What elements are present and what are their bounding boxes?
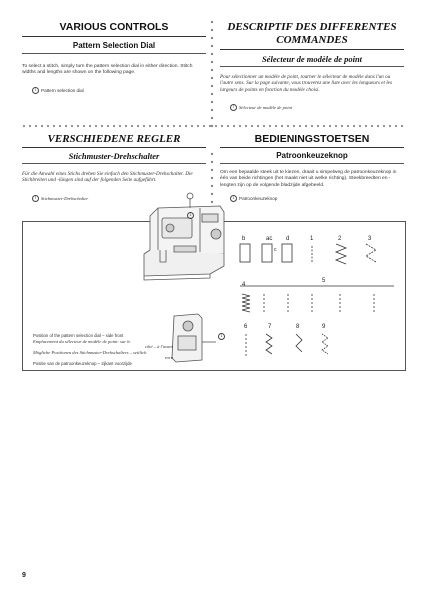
stitch-chart [236,234,404,360]
de-note [32,195,88,202]
fr-subtitle-rule [220,66,404,67]
separator-dot [233,125,235,127]
separator-dot [65,125,67,127]
stitch-label-ac: ac [266,236,273,242]
separator-dot [293,125,295,127]
row-dotted-separator [22,123,406,129]
separator-dot [257,125,259,127]
separator-dot [173,125,175,127]
separator-dot [29,125,31,127]
separator-dot [389,125,391,127]
separator-dot [287,125,289,127]
separator-dot [335,125,337,127]
machine-side-view-illustration [168,312,218,364]
de-subtitle: Stichmuster-Drehschalter [68,151,160,161]
fr-body: Pour sélectionner un modèle de point, tourner le sélecteur de modèle dans l'un ou l'autre sens. Sur la page suivante, vous trouverez une liste avec les longueurs et les largeurs de points en fonction du modèle choisi. [220,74,392,93]
stitch-label-c: c [274,247,277,253]
en-note-text: Pattern selection dial [41,88,84,93]
separator-dot [185,125,187,127]
separator-dot [311,125,313,127]
stitch-ac-icon [262,244,272,262]
separator-dot [263,125,265,127]
nl-body: Om een bepaalde steek uit te kiezen, draait u simpelweg de patroonkeuzeknop in één van beide richtingen (het maakt niet uit welke richting). Steekbreedten en -lengten zijn op de volgende bladzijde afgebeeld. [220,170,397,188]
separator-dot [155,125,157,127]
separator-dot [245,125,247,127]
separator-dot [371,125,373,127]
de-title-rule [22,147,206,148]
page-number: 9 [22,572,26,579]
separator-dot [197,125,199,127]
stitch-3-icon [366,244,376,262]
nl-subtitle-rule [220,163,404,164]
separator-dot [95,125,97,127]
en-title: VARIOUS CONTROLS [59,21,169,33]
callout-number-icon: 1 [230,104,237,111]
stitch-label-d: d [286,236,290,242]
stitch-8-icon [296,334,302,352]
fr-note [230,104,292,111]
separator-dot [383,125,385,127]
separator-dot [143,125,145,127]
separator-dot [305,125,307,127]
de-body: Für die Anwahl eines Stichs drehen Sie einfach den Stichmuster-Drehschalter. Die Stichbreiten und -längen sind auf der folgenden Seite aufgeführt. [22,171,193,184]
stitch-b-icon [240,244,250,262]
fr-note-text: Sélecteur de modèle de point [239,105,293,110]
callout-number-icon: 1 [32,195,39,202]
separator-dot [203,125,205,127]
callout-number-icon: 1 [187,212,194,219]
separator-dot [137,125,139,127]
separator-dot [119,125,121,127]
stitch-4-icon [242,294,250,312]
en-subtitle-rule [22,53,206,54]
separator-dot [323,125,325,127]
fr-subtitle: Sélecteur de modèle de point [261,54,363,64]
callout-number-icon: 1 [218,333,225,340]
separator-dot [281,125,283,127]
nl-title-rule [220,147,404,148]
separator-dot [299,125,301,127]
stitch-label-6: 6 [244,324,248,330]
stitch-label-9: 9 [322,324,326,330]
en-body: To select a stitch, simply turn the pattern selection dial in either direction. Stitch widths and lengths are shown on the following page. [22,64,193,76]
fr-title: DESCRIPTIF DES DIFFERENTES COMMANDES [227,21,397,46]
separator-dot [215,125,217,127]
separator-dot [161,125,163,127]
de-subtitle-rule [22,163,206,164]
separator-dot [317,125,319,127]
stitch-2-icon [336,244,346,264]
separator-dot [83,125,85,127]
callout-number-icon: 1 [230,195,237,202]
figure-callout-side [218,324,225,342]
separator-dot [209,125,211,127]
separator-dot [359,125,361,127]
separator-dot [341,125,343,127]
separator-dot [239,125,241,127]
stitch-label-2: 2 [338,236,342,242]
separator-dot [35,125,37,127]
separator-dot [221,125,223,127]
nl-title: BEDIENINGSTOETSEN [254,133,370,145]
separator-dot [59,125,61,127]
stitch-7-icon [266,334,272,354]
nl-subtitle: Patroonkeuzeknop [276,151,348,160]
sewing-machine-illustration [140,188,230,288]
stitch-label-4: 4 [242,282,246,288]
separator-dot [377,125,379,127]
nl-note [230,195,277,202]
stitch-label-3: 3 [368,236,372,242]
separator-dot [77,125,79,127]
separator-dot [401,125,403,127]
caption-fr-line2: côté – à l'avant [144,344,173,349]
separator-dot [41,125,43,127]
separator-dot [89,125,91,127]
stitch-label-b: b [242,236,246,242]
separator-dot [131,125,133,127]
stitch-label-8: 8 [296,324,300,330]
separator-dot [107,125,109,127]
stitch-label-1: 1 [310,236,314,242]
separator-dot [395,125,397,127]
separator-dot [227,125,229,127]
separator-dot [167,125,169,127]
separator-dot [101,125,103,127]
de-title: VERSCHIEDENE REGLER [47,133,181,145]
separator-dot [47,125,49,127]
en-title-rule [22,36,206,37]
caption-de-line1: Mögliche Positionen des Stichmuster-Drehschalters – seitlich [33,350,147,355]
caption-de-line2: vorn [164,355,173,360]
callout-number-icon: 1 [32,87,39,94]
separator-dot [149,125,151,127]
en-subtitle: Pattern Selection Dial [72,41,156,50]
separator-dot [365,125,367,127]
de-note-text: Stichmuster-Drehschalter [41,196,89,201]
separator-dot [23,125,25,127]
caption-en: Position of the pattern selection dial – side front [33,333,124,338]
stitch-9-icon [322,334,328,354]
figure-callout-top [187,203,194,221]
en-note [32,87,84,94]
stitch-d-icon [282,244,292,262]
separator-dot [191,125,193,127]
fr-title-rule [220,49,404,50]
separator-dot [275,125,277,127]
stitch-label-7: 7 [268,324,272,330]
separator-dot [71,125,73,127]
separator-dot [329,125,331,127]
separator-dot [347,125,349,127]
nl-note-text: Patroonkeuzeknop [239,196,278,201]
stitch-label-5: 5 [322,278,326,284]
separator-dot [269,125,271,127]
caption-fr-line1: Emplacement du sélecteur de modèle de point: sur le [33,339,131,344]
separator-dot [251,125,253,127]
separator-dot [113,125,115,127]
separator-dot [179,125,181,127]
caption-nl: Positie van de patroonkeuzeknop – zijkant voorzijde [33,361,132,366]
separator-dot [125,125,127,127]
separator-dot [353,125,355,127]
separator-dot [53,125,55,127]
